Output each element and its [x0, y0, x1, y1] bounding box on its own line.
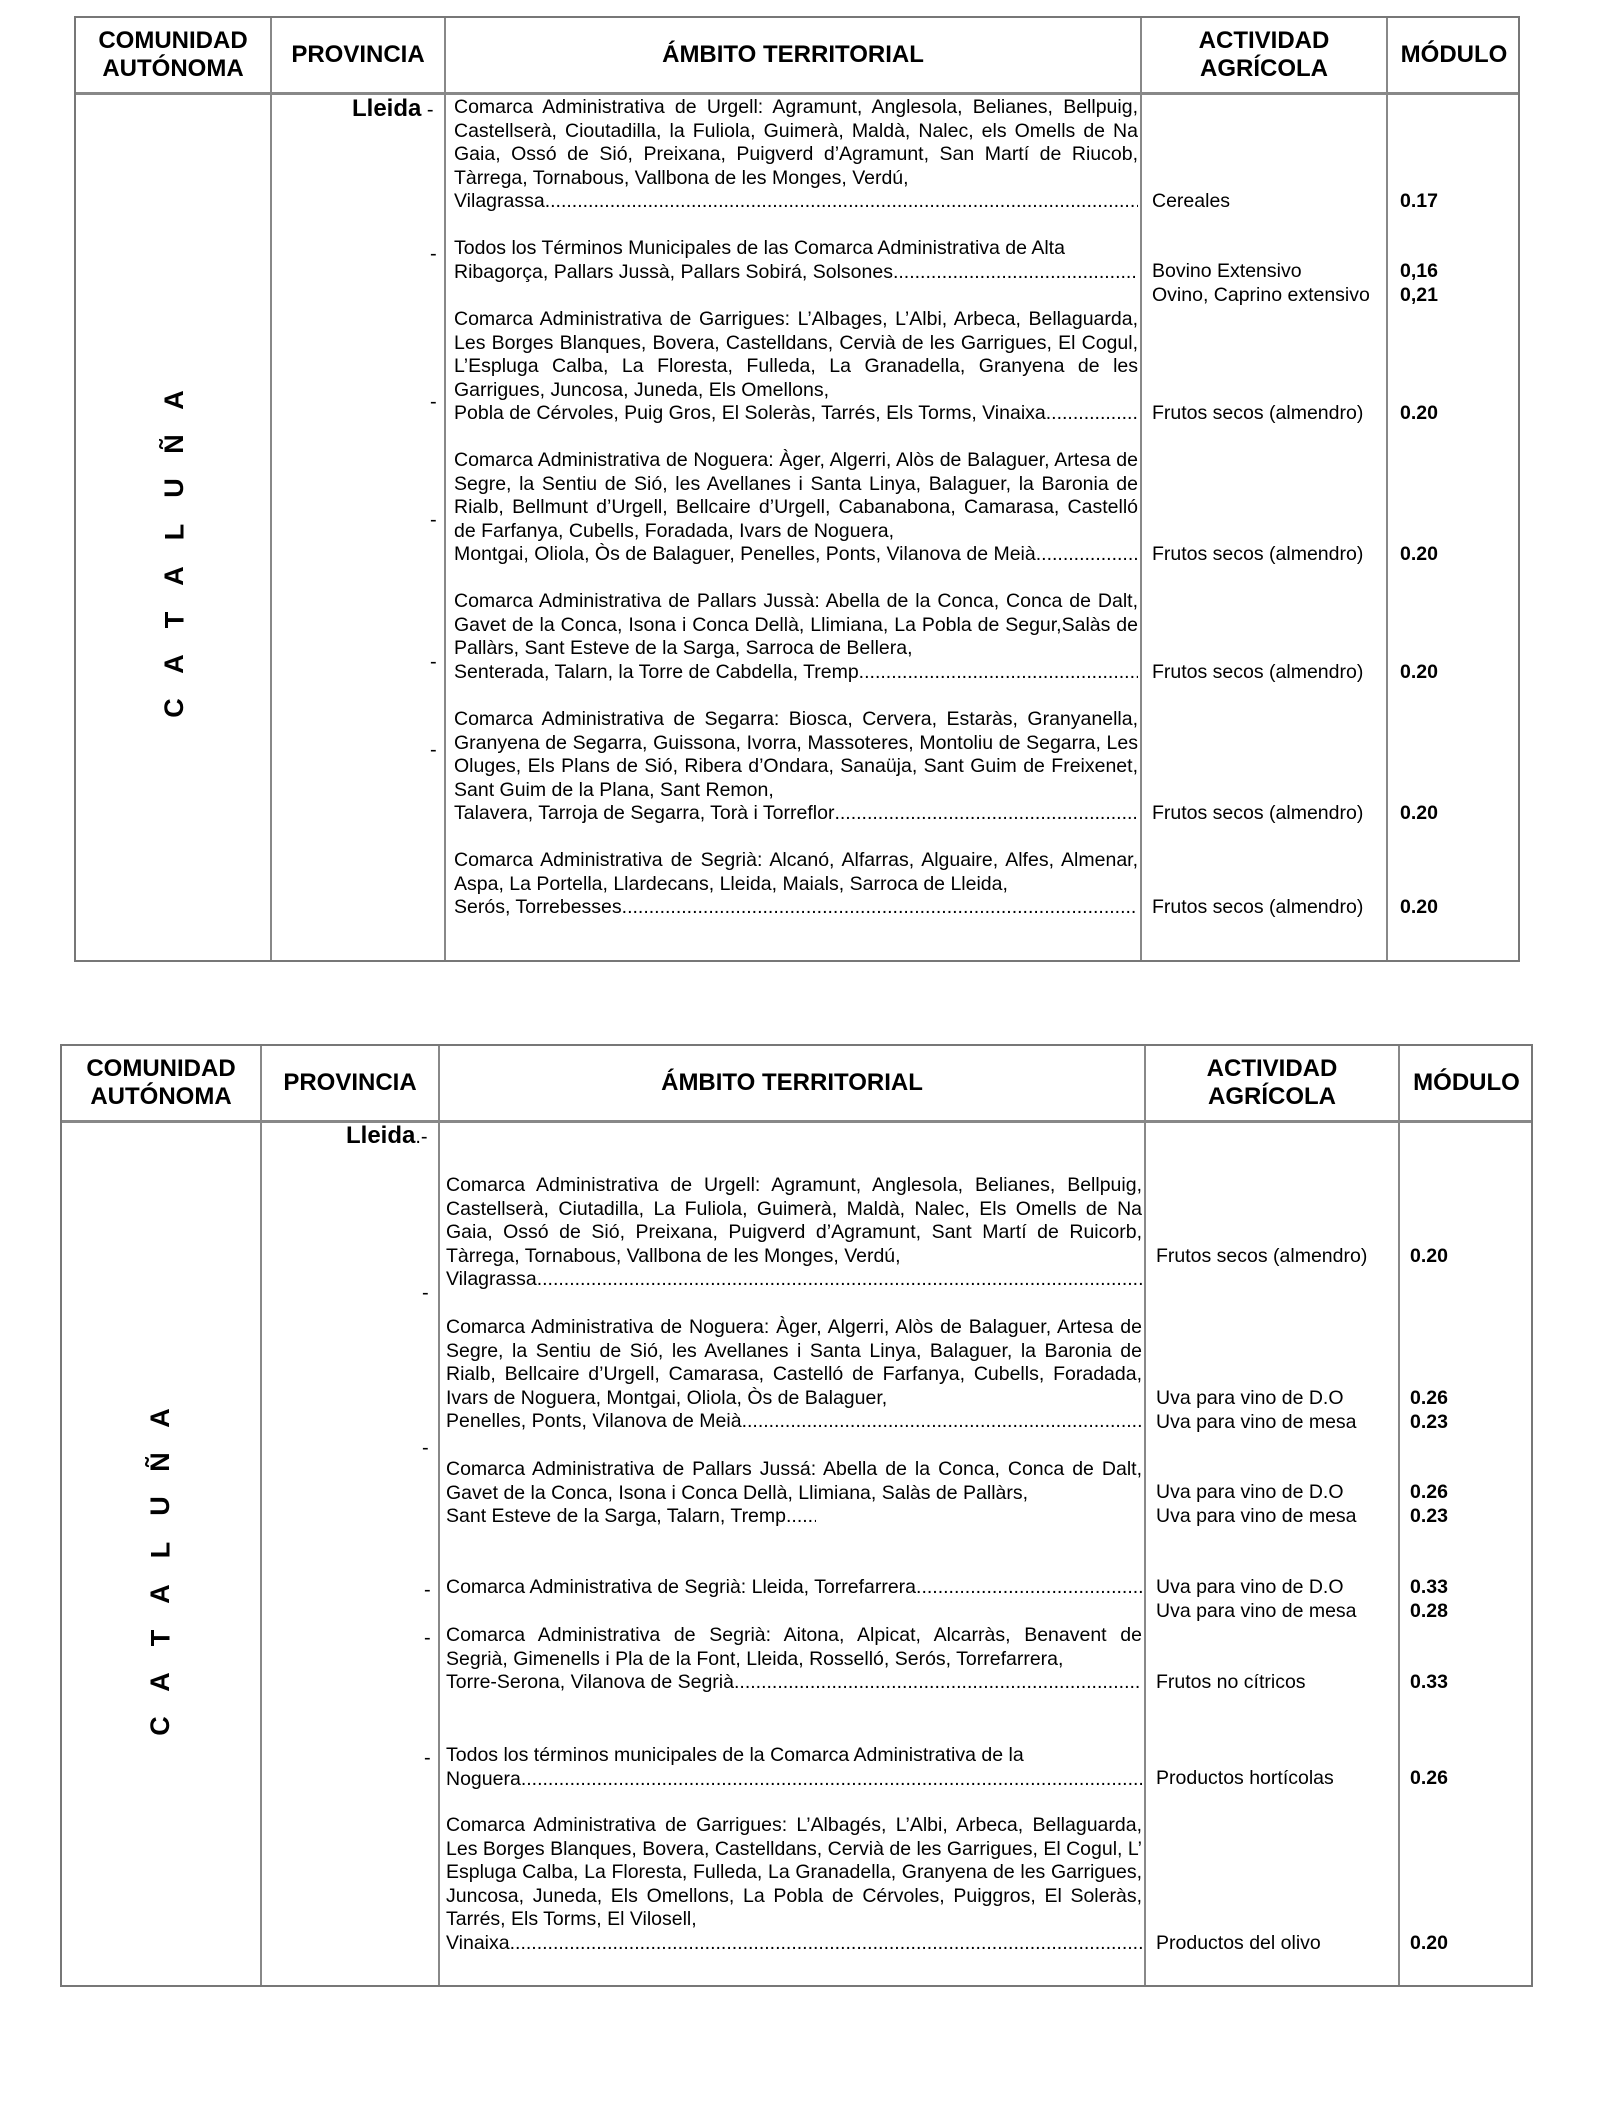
region-letter: Ñ [159, 434, 189, 454]
activity-text: Uva para vino de D.O [1156, 1387, 1344, 1409]
entry-last-line [454, 543, 1138, 567]
entry-last-line [454, 661, 1138, 685]
activity-text: Productos hortícolas [1156, 1767, 1334, 1789]
activity-text: Frutos secos (almendro) [1152, 802, 1364, 824]
region-label [132, 1396, 188, 1748]
region-letter: L [145, 1541, 175, 1559]
activity-cell [1152, 260, 1370, 307]
table-2 [60, 1044, 1533, 1987]
ambito-entry [446, 1624, 1142, 1695]
provincia-suffix: .- [415, 1126, 428, 1148]
entry-last-text: Comarca Administrativa de Segrià: Lleida, Torrefarrera [446, 1576, 917, 1598]
region-letter: U [159, 478, 189, 498]
module-cell [1400, 402, 1438, 426]
region-letter: A [145, 1672, 175, 1692]
activity-text: Uva para vino de D.O [1156, 1481, 1344, 1503]
region-letter: A [159, 566, 189, 586]
entry-last-line [446, 1268, 1142, 1292]
activity-cell [1156, 1671, 1306, 1695]
entry-last-line [446, 1410, 1142, 1434]
entry-text: Comarca Administrativa de Garrigues: L’Albagés, L’Albi, Arbeca, Bellaguarda, Les Borges Blanques, Bovera, Castelldans, Cervià de les Garrigues, El Cogul, L’ Espluga Calba, La Floresta, Fulleda, La Granadella, Granyena de les Garrigues, Juncosa, Juneda, Els Omellons, La Pobla de Cérvoles, Puiggros, El Soleràs, Tarrés, Els Torms, El Vilosell, [446, 1814, 1142, 1931]
entry-last-text: Talavera, Tarroja de Segarra, Torà i Torreflor [454, 802, 835, 825]
ambito-entry [446, 1316, 1142, 1434]
module-cell [1410, 1245, 1448, 1269]
row-bullet: - [424, 1579, 431, 1601]
entry-text: Comarca Administrativa de Noguera: Àger, Algerri, Alòs de Balaguer, Artesa de Segre, la Sentiu de Sió, les Avellanes i Santa Linya, Balaguer, la Baronia de Rialb, Bellmunt d’Urgell, Bellcaire d’Urgell, Cabanabona, Camarasa, Castelló de Farfanya, Cubells, Foradada, Ivars de Noguera, [454, 449, 1138, 542]
row-bullet: - [430, 391, 437, 413]
activity-text: Cereales [1152, 190, 1231, 212]
ambito-entry [454, 308, 1138, 426]
header-comunidad: COMUNIDAD AUTÓNOMA [86, 1055, 236, 1110]
header-ambito: ÁMBITO TERRITORIAL [661, 1069, 923, 1096]
leader-dots [1036, 543, 1138, 567]
module-value: 0.20 [1400, 402, 1438, 424]
module-cell [1410, 1932, 1448, 1956]
entry-last-line [446, 1932, 1142, 1956]
region-letter: A [159, 390, 189, 410]
entry-last-text: Vinaixa. [446, 1931, 516, 1954]
module-value: 0.23 [1410, 1504, 1448, 1527]
column-divider [270, 18, 272, 960]
provincia-name [346, 1122, 428, 1150]
region-letter: C [159, 698, 189, 718]
row-bullet: - [430, 243, 437, 265]
region-letter: U [145, 1496, 175, 1516]
module-value: 0.33 [1410, 1576, 1448, 1598]
row-bullet: - [430, 651, 437, 673]
entry-text: Todos los términos municipales de la Comarca Administrativa de la [446, 1744, 1024, 1766]
row-bullet: - [424, 1747, 431, 1769]
provincia-text: Lleida [352, 95, 422, 122]
activity-text: Productos del olivo [1156, 1932, 1321, 1954]
region-letter: T [159, 611, 189, 629]
activity-text: Frutos secos (almendro) [1152, 543, 1364, 565]
entry-text: Comarca Administrativa de Urgell: Agramunt, Anglesola, Belianes, Bellpuig, Castellserà, Ciutadilla, La Fuliola, Guimerà, Maldà, Nalec, Els Omells de Na Gaia, Ossó de Sió, Preixana, Puigverd d’Agramunt, Sant Martí de Ruicorb, Tàrrega, Tornabous, Vallbona de les Monges, Verdú, [446, 1174, 1142, 1267]
module-value: 0.26 [1410, 1387, 1448, 1409]
module-cell [1410, 1387, 1448, 1434]
ambito-entry [454, 237, 1138, 284]
activity-cell [1156, 1932, 1321, 1956]
entry-last-text: Vilagrassa. [446, 1268, 543, 1291]
leader-dots [1046, 402, 1138, 426]
module-value: 0,16 [1400, 260, 1438, 282]
activity-cell [1152, 402, 1363, 426]
entry-last-text: Ribagorça, Pallars Jussà, Pallars Sobirá, Solsones [454, 260, 893, 283]
entry-last-line [446, 1768, 1142, 1792]
activity-text: Frutos secos (almendro) [1156, 1245, 1368, 1267]
module-value: 0.20 [1400, 543, 1438, 565]
activity-cell [1152, 543, 1363, 567]
module-cell [1410, 1576, 1448, 1623]
entry-last-line [454, 261, 1138, 285]
column-divider [1144, 1046, 1146, 1985]
header-actividad: ACTIVIDAD AGRÍCOLA [1198, 27, 1330, 82]
leader-dots [521, 1768, 1142, 1792]
provincia-text: Lleida [346, 1122, 416, 1149]
activity-text: Frutos secos (almendro) [1152, 661, 1364, 683]
column-divider [1398, 1046, 1400, 1985]
module-value: 0.20 [1410, 1932, 1448, 1954]
module-cell [1400, 896, 1438, 920]
module-value: 0.33 [1410, 1671, 1448, 1693]
module-value: 0.23 [1410, 1410, 1448, 1433]
activity-text: Uva para vino de mesa [1156, 1504, 1357, 1527]
module-cell [1400, 661, 1438, 685]
header-divider [76, 92, 1518, 95]
header-actividad: ACTIVIDAD AGRÍCOLA [1206, 1055, 1338, 1110]
leader-dots [864, 661, 1138, 685]
activity-cell [1156, 1576, 1357, 1623]
activity-cell [1152, 190, 1230, 214]
module-value: 0.26 [1410, 1767, 1448, 1789]
column-divider [1386, 18, 1388, 960]
leader-dots [916, 1576, 1142, 1600]
module-cell [1410, 1481, 1448, 1528]
entry-last-line [454, 802, 1138, 826]
entry-last-text: Montgai, Oliola, Òs de Balaguer, Penelles, Ponts, Vilanova de Meià [454, 543, 1036, 566]
entry-text: Comarca Administrativa de Urgell: Agramunt, Anglesola, Belianes, Bellpuig, Castellserà, Cioutadilla, la Fuliola, Guimerà, Maldà, Nalec, els Omells de Na Gaia, Ossó de Sió, Preixana, Puigverd d’Agramunt, San Martí de Riucob, Tàrrega, Tornabous, Vallbona de les Monges, Verdú, [454, 96, 1138, 189]
column-divider [1140, 18, 1142, 960]
entry-last-line [454, 402, 1138, 426]
header-modulo: MÓDULO [1400, 41, 1508, 68]
entry-last-line [454, 190, 1138, 214]
activity-text: Bovino Extensivo [1152, 260, 1302, 282]
entry-last-text: Sant Esteve de la Sarga, Talarn, Tremp [446, 1505, 786, 1528]
module-value: 0,21 [1400, 283, 1438, 306]
activity-text: Uva para vino de mesa [1156, 1599, 1357, 1622]
entry-last-line [446, 1671, 1142, 1695]
entry-last-line [454, 896, 1138, 920]
entry-last-text: Torre-Serona, Vilanova de Segrià. [446, 1671, 740, 1694]
leader-dots [786, 1505, 816, 1529]
header-provincia: PROVINCIA [283, 1069, 417, 1096]
activity-text: Frutos secos (almendro) [1152, 402, 1364, 424]
module-cell [1400, 543, 1438, 567]
leader-dots [515, 1932, 1142, 1956]
column-divider [438, 1046, 440, 1985]
ambito-entry [454, 708, 1138, 826]
ambito-entry [446, 1744, 1142, 1791]
ambito-entry [446, 1458, 1142, 1529]
ambito-entry [446, 1576, 1142, 1600]
module-value: 0.20 [1410, 1245, 1448, 1267]
entry-text: Comarca Administrativa de Pallars Jussà: Abella de la Conca, Conca de Dalt, Gavet de la Conca, Isona i Conca Dellà, Llimiana, La Pobla de Segur,Salàs de Pallàrs, Sant Esteve de la Sarga, Sarroca de Bellera, [454, 590, 1138, 660]
leader-dots [742, 1410, 1142, 1434]
entry-text: Comarca Administrativa de Pallars Jussá: Abella de la Conca, Conca de Dalt, Gavet de la Conca, Isona i Conca Dellà, Llimiana, Salàs de Pallàrs, [446, 1458, 1142, 1504]
row-bullet: - [422, 1437, 429, 1459]
entry-last-text: Senterada, Talarn, la Torre de Cabdella, Tremp. [454, 660, 865, 683]
activity-cell [1152, 802, 1363, 826]
ambito-entry [454, 449, 1138, 567]
row-bullet: - [424, 1627, 431, 1649]
provincia-name [352, 95, 434, 123]
entry-text: Todos los Términos Municipales de las Comarca Administrativa de Alta [454, 237, 1065, 259]
row-bullet: - [430, 509, 437, 531]
entry-last-text: Serós, Torrebesses. [454, 896, 628, 919]
region-letter: Ñ [145, 1452, 175, 1472]
ambito-entry [454, 590, 1138, 684]
header-ambito: ÁMBITO TERRITORIAL [662, 41, 924, 68]
column-divider [260, 1046, 262, 1985]
activity-text: Uva para vino de mesa [1156, 1410, 1357, 1433]
leader-dots [542, 1268, 1142, 1292]
entry-text: Comarca Administrativa de Noguera: Àger, Algerri, Alòs de Balaguer, Artesa de Segre, la Sentiu de Sió, les Avellanes i Santa Linya, Balaguer, la Baronia de Rialb, Bellcaire d’Urgell, Camarasa, Castelló de Farfanya, Cubells, Foradada, Ivars de Noguera, Montgai, Oliola, Òs de Balaguer, [446, 1316, 1142, 1409]
activity-text: Ovino, Caprino extensivo [1152, 283, 1370, 306]
entry-text: Comarca Administrativa de Segarra: Biosca, Cervera, Estaràs, Granyanella, Granyena de Segarra, Guissona, Ivorra, Massoteres, Montoliu de Segarra, Les Oluges, Els Plans de Sió, Ribera d’Ondara, Sanaüja, Sant Guim de Freixenet, Sant Guim de la Plana, Sant Remon, [454, 708, 1138, 801]
module-value: 0.20 [1400, 802, 1438, 824]
module-value: 0.20 [1400, 896, 1438, 918]
module-value: 0.17 [1400, 190, 1438, 212]
header-divider [62, 1120, 1531, 1123]
leader-dots [627, 896, 1138, 920]
activity-cell [1156, 1245, 1367, 1269]
region-letter: C [145, 1716, 175, 1736]
provincia-suffix: - [421, 99, 434, 121]
activity-text: Frutos no cítricos [1156, 1671, 1306, 1693]
ambito-entry [446, 1814, 1142, 1956]
region-letter: A [159, 654, 189, 674]
module-cell [1400, 190, 1438, 214]
region-letter: L [159, 523, 189, 541]
table-1 [74, 16, 1520, 962]
row-bullet: - [422, 1282, 429, 1304]
activity-text: Frutos secos (almendro) [1152, 896, 1364, 918]
region-letter: T [145, 1629, 175, 1647]
module-value: 0.20 [1400, 661, 1438, 683]
module-value: 0.28 [1410, 1599, 1448, 1622]
entry-last-line [446, 1505, 1142, 1529]
leader-dots [834, 802, 1138, 826]
ambito-entry [454, 849, 1138, 920]
activity-cell [1152, 661, 1363, 685]
column-divider [444, 18, 446, 960]
entry-last-text: Pobla de Cérvoles, Puig Gros, El Soleràs, Tarrés, Els Torms, Vinaixa [454, 402, 1046, 425]
region-letter: A [145, 1584, 175, 1604]
entry-text: Comarca Administrativa de Segrià: Aitona, Alpicat, Alcarràs, Benavent de Segrià, Gimenells i Pla de la Font, Lleida, Rosselló, Serós, Torrefarrera, [446, 1624, 1142, 1670]
leader-dots [739, 1671, 1142, 1695]
module-value: 0.26 [1410, 1481, 1448, 1503]
entry-text: Comarca Administrativa de Garrigues: L’Albages, L’Albi, Arbeca, Bellaguarda, Les Borges Blanques, Bovera, Castelldans, Cervià de les Garrigues, El Cogul, L’Espluga Calba, La Floresta, Fulleda, La Granadella, Granyena de les Garrigues, Juncosa, Juneda, Els Omellons, [454, 308, 1138, 401]
header-provincia: PROVINCIA [291, 41, 425, 68]
ambito-entry [446, 1174, 1142, 1292]
activity-cell [1152, 896, 1363, 920]
header-comunidad: COMUNIDAD AUTÓNOMA [98, 27, 248, 82]
activity-cell [1156, 1767, 1334, 1791]
activity-cell [1156, 1387, 1357, 1434]
module-cell [1400, 802, 1438, 826]
row-bullet: - [430, 739, 437, 761]
activity-text: Uva para vino de D.O [1156, 1576, 1344, 1598]
ambito-entry [454, 96, 1138, 214]
entry-last-text: Vilagrassa [454, 190, 545, 213]
module-cell [1410, 1767, 1448, 1791]
leader-dots [545, 190, 1138, 214]
leader-dots [893, 261, 1138, 285]
module-cell [1410, 1671, 1448, 1695]
entry-last-text: Penelles, Ponts, Vilanova de Meià [446, 1410, 742, 1433]
region-label [146, 378, 202, 730]
entry-last-text: Noguera [446, 1767, 521, 1790]
region-letter: A [145, 1408, 175, 1428]
entry-text: Comarca Administrativa de Segrià: Alcanó, Alfarras, Alguaire, Alfes, Almenar, Aspa, La Portella, Llardecans, Lleida, Maials, Sarroca de Lleida, [454, 849, 1138, 895]
module-cell [1400, 260, 1438, 307]
header-modulo: MÓDULO [1413, 1069, 1520, 1096]
activity-cell [1156, 1481, 1357, 1528]
entry-last-line [446, 1576, 1142, 1600]
